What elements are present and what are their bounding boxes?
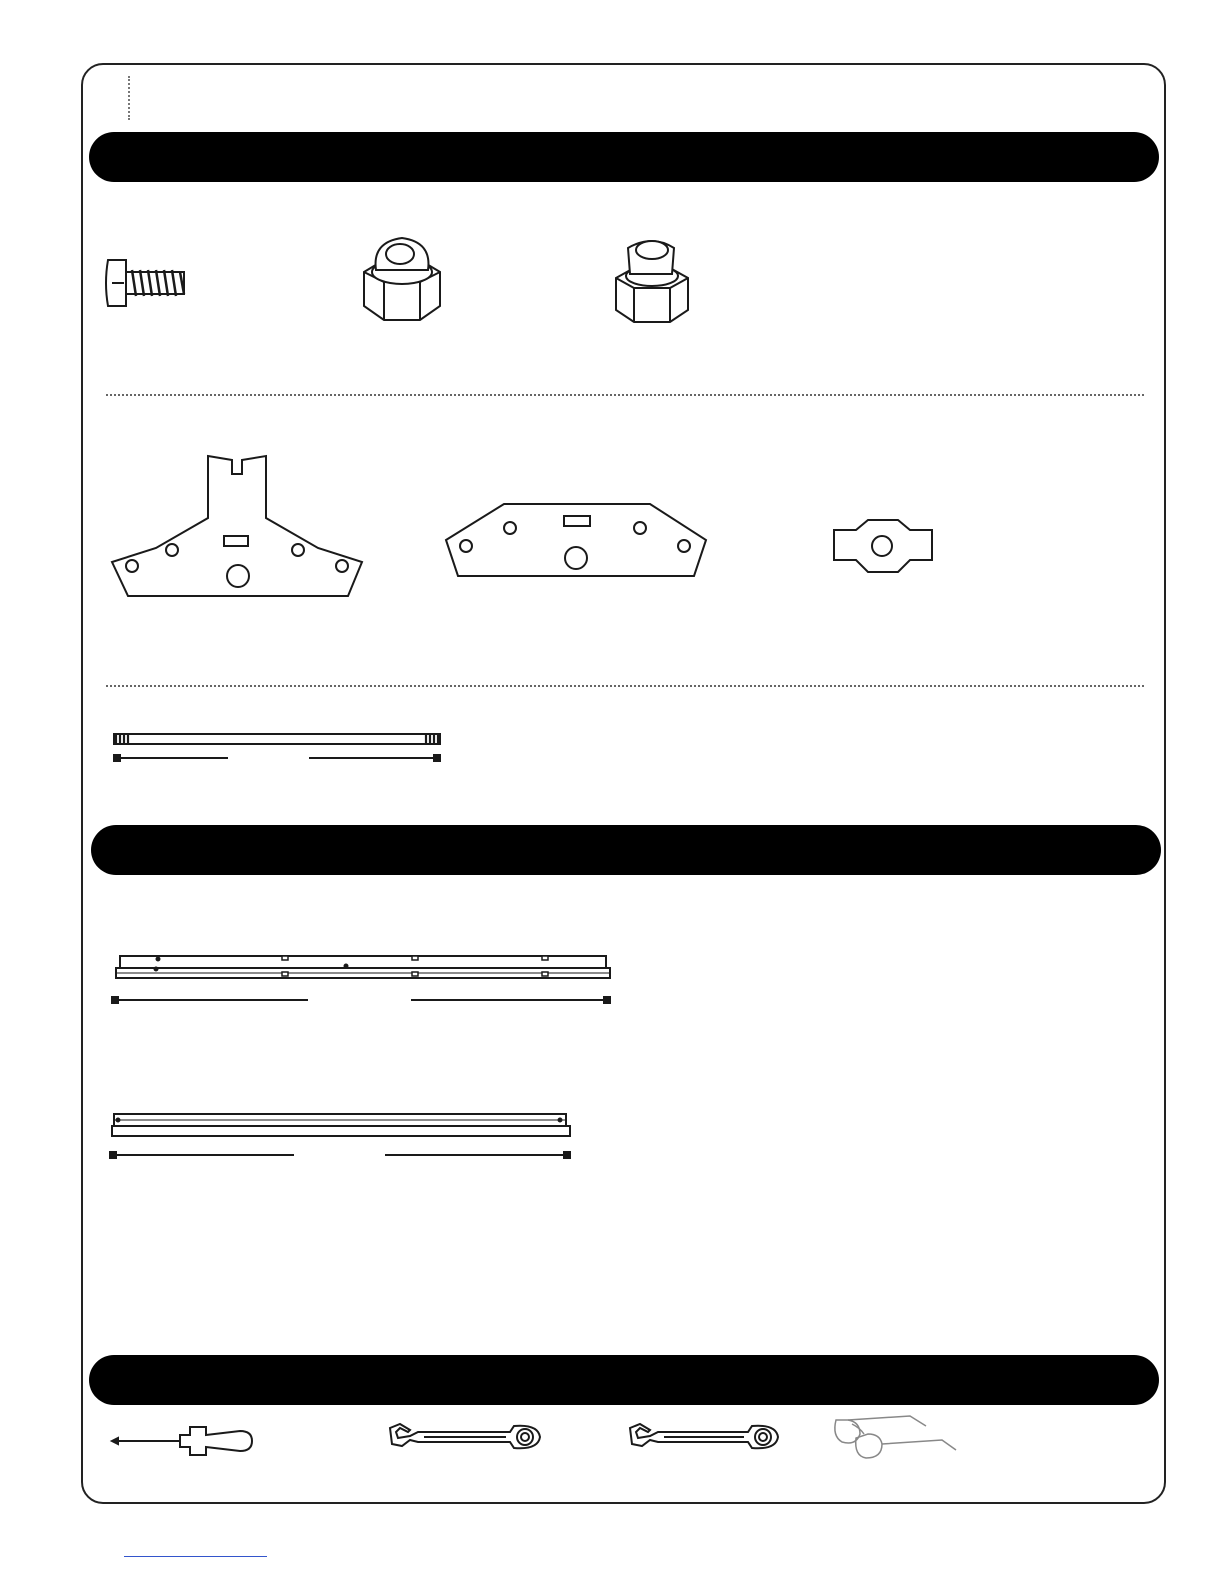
threaded-rod-icon (112, 730, 444, 766)
short-rail-icon (108, 1110, 574, 1162)
screw-icon (104, 250, 194, 316)
large-bracket-plate-icon (108, 452, 368, 600)
dotted-divider (106, 394, 1144, 396)
rails-section-bar (91, 825, 1161, 875)
long-rail-icon (110, 952, 612, 1008)
dotted-marker (128, 76, 130, 120)
cap-nut-large-icon (356, 232, 446, 326)
medium-bracket-plate-icon (444, 502, 710, 580)
wrench-large-icon (388, 1422, 542, 1452)
cap-nut-small-icon (608, 234, 694, 326)
wrench-small-icon (628, 1422, 780, 1452)
screwdriver-icon (110, 1425, 256, 1457)
tools-section-bar (89, 1355, 1159, 1405)
hardware-section-bar (89, 132, 1159, 182)
dotted-divider (106, 685, 1144, 687)
safety-glasses-icon (830, 1414, 960, 1462)
small-washer-plate-icon (828, 516, 938, 576)
footer-link-line[interactable] (124, 1556, 267, 1557)
